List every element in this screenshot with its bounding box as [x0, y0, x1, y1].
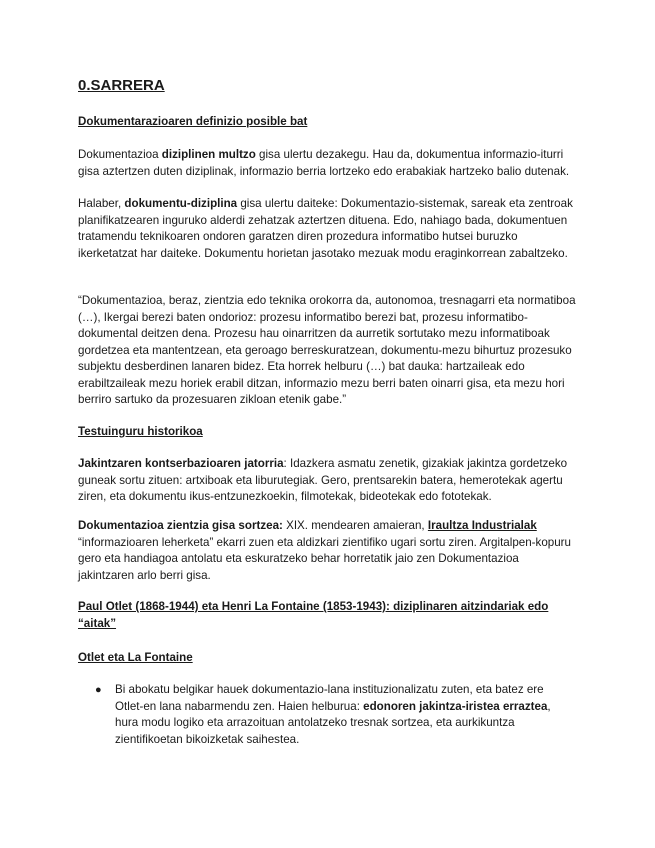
bold-term-dokumentu-diziplina: dokumentu-diziplina — [124, 197, 238, 210]
text: XIX. mendearen amaieran, — [282, 519, 428, 532]
text: “informazioaren leherketa” ekarri zuen eta aldizkari zientifiko ugari sortu ziren. Argitalpen-kopuru gero eta handiagoa antolatu eta eskuratzeko behar horretatik jaio zen Dokumentazioa jakintzaren arlo berri gisa. — [78, 535, 571, 582]
list-item-text — [115, 682, 565, 748]
text: : Idazkera asmatu zenetik, gizakiak jakintza gordetzeko guneak sortu zituen: artxiboak eta liburutegiak. Gero, prentsarekin batera, hemerotekak agertu ziren, eta dokumentu ikus-entzunezkoekin, filmotekak, bideotekak edo fototekak. — [78, 457, 568, 503]
text: , hura modu logiko eta arrazoituan antolatzeko tresnak sortzea, eta aurkikuntza zientifikoetan bikoizketak saihestea. — [115, 699, 551, 746]
heading-otlet-lafontaine-pioneers: Paul Otlet (1868-1944) eta Henri La Fontaine (1853-1943): diziplinaren aitzindariak edo “aitak” — [78, 600, 549, 630]
bold-term-goal: edonoren jakintza-iristea erraztea — [363, 699, 548, 713]
text: Dokumentazioa — [78, 148, 162, 161]
bold-underline-iraultza: Iraultza Industrialak — [427, 519, 537, 532]
quote-paragraph: “Dokumentazioa, beraz, zientzia edo teknika orokorra da, autonomoa, tresnagarri eta normatiboa (…), Ikergai berezi baten ondorioz: prozesu informatibo berezi bat, prozesu informatibo-dokumental deitzen dena. Prozesu hau oinarritzen da aurretik sortutako mezu informatiboak gordetzea eta mantentzean, eta geroago berreskuratzean, dokumentu-mezu bihurtuz prozesuko subjektu desberdinen lanaren bidez. Eta horrek helburu (…) bat dauka: hartzaileak edo erabiltzaileak mezu horiek erabil ditzan, informazio mezu berri baten oinarri gisa, eta mezu hori berriro sartuko da prozesuaren zikloan etenik gabe.” — [78, 294, 576, 406]
bullet-icon: ● — [95, 684, 102, 696]
bold-term-diziplinen-multzo: diziplinen multzo — [161, 148, 256, 161]
heading-historical-context: Testuinguru historikoa — [78, 425, 203, 438]
heading-otlet-lafontaine: Otlet eta La Fontaine — [78, 651, 193, 664]
text: Bi abokatu belgikar hauek dokumentazio-lana instituzionalizatu zuten, eta batez ere Otlet-en lana nabarmendu zen. Haien helburua: — [115, 683, 544, 713]
bold-term-zientzia-gisa: Dokumentazioa zientzia gisa sortzea: — [78, 519, 283, 532]
paragraph-knowledge-origin — [78, 456, 578, 506]
heading-definition: Dokumentarazioaren definizio posible bat — [78, 115, 308, 128]
bold-term-jakintzaren-jatorria: Jakintzaren kontserbazioaren jatorria — [78, 457, 284, 470]
paragraph-science-origin — [78, 518, 578, 584]
text: gisa ulertu daiteke: Dokumentazio-sistemak, sareak eta zentroak planifikatzearen inguruko alderdi zehatzak aztertzen dituena. Edo, nahiago bada, dokumentuen tratamendu teknikoaren ondoren garatzen diren prozedura informatibo hutsei buruzko ikerketatzat har daiteke. Dokumentu horietan jasotako mezuak modu eraginkorrean zabaltzeko. — [78, 197, 573, 260]
page-title: 0.SARRERA — [78, 77, 165, 94]
paragraph-definition-1 — [78, 147, 578, 180]
paragraph-definition-2 — [78, 196, 578, 262]
text: gisa ulertu dezakegu. Hau da, dokumentua informazio-iturri gisa aztertzen duten diziplinak, informazio berria lortzeko edo erabakiak hartzeko balio dutenak. — [78, 148, 570, 178]
text: Halaber, — [78, 197, 125, 210]
